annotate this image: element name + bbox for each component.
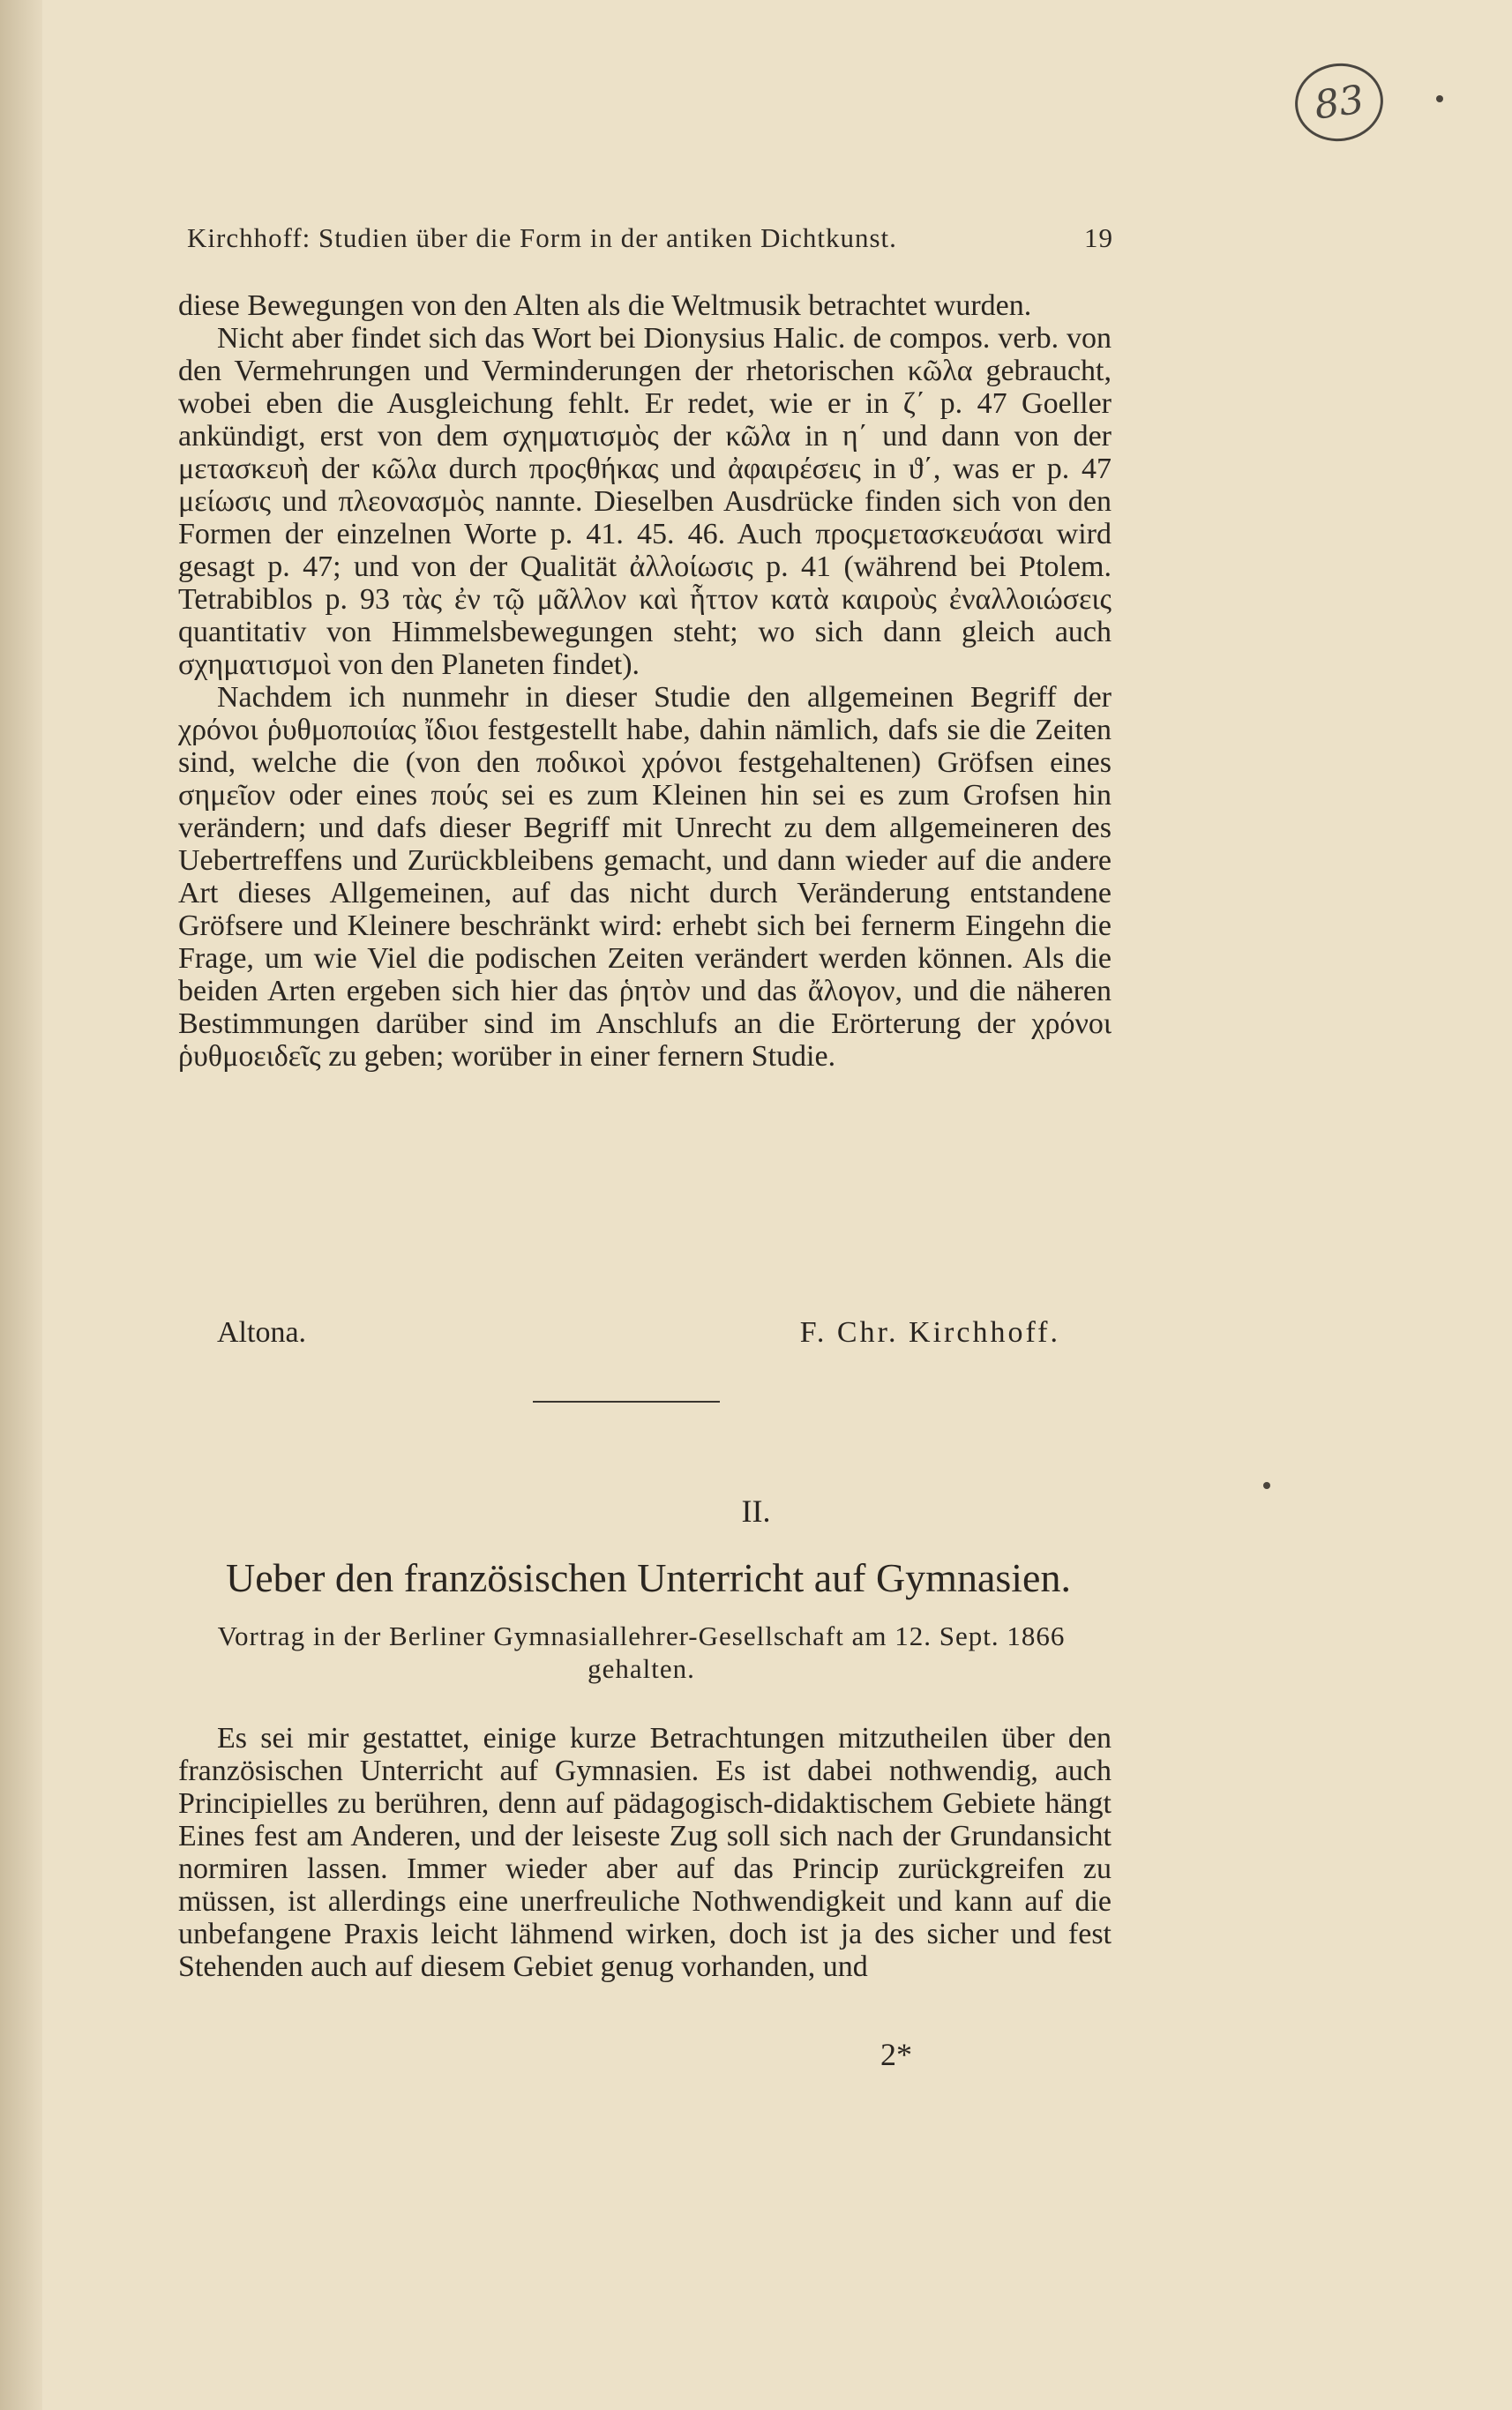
paragraph: diese Bewegungen von den Alten als die Weltmusik betrachtet wurden.	[178, 289, 1032, 322]
section-title: Ueber den französischen Unterricht auf Gymnasien.	[226, 1555, 1071, 1600]
section-divider	[533, 1401, 720, 1403]
paragraph: Nachdem ich nunmehr in dieser Studie den allgemeinen Begriff der χρόνοι ῥυθμοποιίας ἴδιοι festgestellt habe, dahin nämlich, dafs sie die Zeiten sind, welche die (von den ποδικοὶ χρόνοι festgehaltenen) Gröfsen eines σημεῖον oder eines πούς sei es zum Kleinen hin sei es zum Grofsen hin verändern; und dafs dieser Begriff mit Unrecht zu dem allgemeineren des Uebertreffens und Zurückbleibens gemacht, und dann wieder auf die andere Art dieses Allgemeinen, auf das nicht durch Veränderung entstandene Gröfsere und Kleinere beschränkt wird: erhebt sich bei fernerm Eingehn die Frage, um wie Viel die podischen Zeiten verändert werden können. Als die beiden Arten ergeben sich hier das ῥητὸν und das ἄλογον, und die näheren Bestimmungen darüber sind im Anschlufs an die Erörterung der χρόνοι ῥυθμοειδεῖς zu geben; worüber in einer fernern Studie.	[178, 681, 1112, 1073]
paper-speck	[1436, 95, 1443, 102]
page-number: 19	[1084, 222, 1113, 253]
section-number: II.	[741, 1493, 771, 1529]
running-title: Kirchhoff: Studien über die Form in der antiken Dichtkunst.	[187, 222, 897, 253]
place: Altona.	[217, 1316, 307, 1349]
paper-speck	[1263, 1482, 1270, 1489]
article-two-body	[178, 1722, 1112, 1983]
article-one-body	[178, 289, 1112, 1073]
archive-stamp: 83	[1290, 57, 1388, 146]
sheet-signature: 2*	[880, 2037, 912, 2072]
page-gutter	[0, 0, 42, 2410]
paragraph: Nicht aber findet sich das Wort bei Dionysius Halic. de compos. verb. von den Vermehrungen und Verminderungen der rhetorischen κῶλα gebraucht, wobei eben die Ausgleichung fehlt. Er redet, wie er in ζ΄ p. 47 Goeller ankündigt, erst von dem σχηματισμὸς der κῶλα in η΄ und dann von der μετασκευὴ der κῶλα durch προςθήκας und ἀφαιρέσεις in ϑ΄, was er p. 47 μείωσις und πλεονασμὸς nannte. Dieselben Ausdrücke finden sich von den Formen der einzelnen Worte p. 41. 45. 46. Auch προςμετασκευάσαι wird gesagt p. 47; und von der Qualität ἀλλοίωσις p. 41 (während bei Ptolem. Tetrabiblos p. 93 τὰς ἐν τῷ μᾶλλον καὶ ἧττον κατὰ καιροὺς ἐναλλοιώσεις quantitativ von Himmelsbewegungen steht; wo sich dann gleich auch σχηματισμοὶ von den Planeten findet).	[178, 322, 1112, 681]
paragraph: Es sei mir gestattet, einige kurze Betrachtungen mitzutheilen über den französischen Unterricht auf Gymnasien. Es ist dabei nothwendig, auch Principielles zu berühren, denn auf pädagogisch-didaktischem Gebiete hängt Eines fest am Anderen, und der leiseste Zug soll sich nach der Grundansicht normiren lassen. Immer wieder aber auf das Princip zurückgreifen zu müssen, ist allerdings eine unerfreuliche Nothwendigkeit und kann auf die unbefangene Praxis leicht lähmend wirken, doch ist ja des sicher und fest Stehenden auch auf diesem Gebiet genug vorhanden, und	[178, 1722, 1112, 1983]
author: F. Chr. Kirchhoff.	[799, 1316, 1060, 1349]
running-header	[187, 222, 1113, 254]
signature-line	[178, 1316, 1112, 1350]
section-subtitle: Vortrag in der Berliner Gymnasiallehrer-Gesellschaft am 12. Sept. 1866 gehalten.	[217, 1620, 1066, 1684]
